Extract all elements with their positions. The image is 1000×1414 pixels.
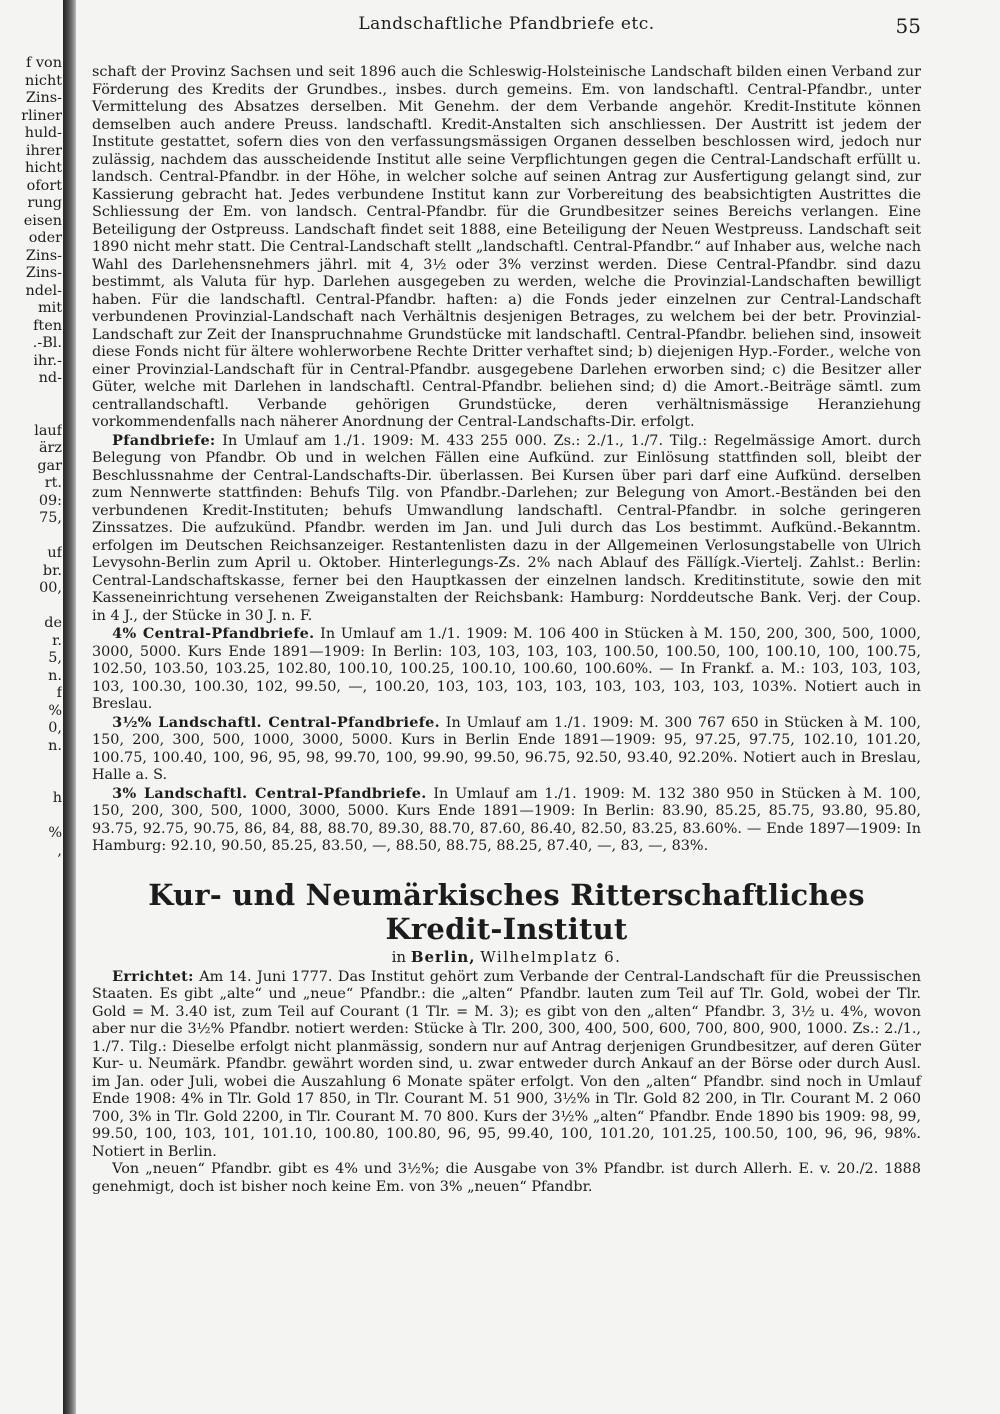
errichtet-paragraph [92, 968, 921, 1162]
section-location-prefix: in [391, 947, 407, 966]
intro-paragraph: schaft der Provinz Sachsen und seit 1896 auch die Schleswig-Holsteinische Landschaft bilden einen Verband zur Förderung des Kredits der Grundbes., insbes. durch gemeins. Em. von landschaftl. Central-Pfandbr., unter Vermittelung des Absatzes derselben. Mit Genehm. der dem Verbande angehör. Kredit-Institute können demselben auch andere Preuss. landschaftl. Kredit-Anstalten sich anschliessen. Der Austritt ist jedem der Institute gestattet, sofern dies von den verfassungsmässigen Organen desselben beschlossen wird, jedoch nur zulässig, nachdem das ausscheidende Institut alle seine Verpflichtungen gegen die Central-Landschaft erfüllt u. landsch. Central-Pfandbr. in der Höhe, in welcher solche auf seinen Antrag zur Ausfertigung gelangt sind, zur Kassierung gebracht hat. Jedes verbundene Institut kann zur Vorbereitung des beabsichtigten Austrittes die Schliessung der Em. von landsch. Central-Pfandbr. für die Grundbesitzer seines Bereichs verlangen. Eine Beteiligung der Ostpreuss. Landschaft findet seit 1888, eine Beteiligung der Neuen Westpreuss. Landschaft seit 1890 nicht mehr statt. Die Central-Landschaft stellt „landschaftl. Central-Pfandbr.“ auf Inhaber aus, welche nach Wahl des Darlehensnehmers jährl. mit 4, 3½ oder 3% verzinst werden. Diese Central-Pfandbr. sind dazu bestimmt, als Valuta für hyp. Darlehen ausgegeben zu werden, welche die Provinzial-Landschaften bewilligt haben. Für die landschaftl. Central-Pfandbr. haften: a) die Fonds jeder einzelnen zur Central-Landschaft verbundenen Provinzial-Landschaft nach Verhältnis desjenigen Betrages, zu welchem bei der betr. Provinzial-Landschaft zur Zeit der Inanspruchnahme Grundstücke mit landschaftl. Central-Pfandbr. beliehen sind, insoweit diese Fonds nicht für ältere wohlerworbene Rechte Dritter verhaftet sind; b) diejenigen Hyp.-Forder., welche von einer Provinzial-Landschaft für in Central-Pfandbr. ausgegebene Darlehen erworben sind; c) die Besitzer aller Güter, welche mit Darlehen in landschaftl. Central-Pfandbr. beliehen sind; d) die Amort.-Beiträge sämtl. zum centrallandschaftl. Verbande gehörigen Grundstücke, deren verhältnismässige Heranziehung vorkommendenfalls nach näherer Anordnung der Central-Landschafts-Dir. erfolgt. [92, 64, 921, 430]
running-header [92, 14, 921, 44]
neue-pfandbriefe-paragraph: Von „neuen“ Pfandbr. gibt es 4% und 3½%; die Ausgabe von 3% Pfandbr. ist durch Allerh. E. v. 20./2. 1888 genehmigt, doch ist bisher noch keine Em. von 3% „neuen“ Pfandbr. [92, 1161, 921, 1195]
central-4-text: In Umlauf am 1./1. 1909: M. 106 400 in Stücken à M. 150, 200, 300, 500, 1000, 3000, 5000. Kurs Ende 1891—1909: In Berlin: 103, 103, 103, 103, 100.50, 100.50, 100, 100.10, 100, 100.75, 102.50, 103.50, 103.25, 102.80, 100.10, 100.25, 100.10, 100.60, 100.60%. — In Frankf. a. M.: 103, 103, 103, 103, 100.30, 100.30, 102, 99.50, —, 100.20, 103, 103, 103, 103, 103, 103, 103, 103, 103%. Notiert auch in Breslau. [92, 626, 921, 712]
errichtet-text: Am 14. Juni 1777. Das Institut gehört zum Verbande der Central-Landschaft für die Preussischen Staaten. Es gibt „alte“ und „neue“ Pfandbr.: die „alten“ Pfandbr. lauten zum Teil auf Tlr. Gold, wobei der Tlr. Gold = M. 3.40 ist, zum Teil auf Courant (1 Tlr. = M. 3); es gibt von den „alten“ Pfandbr. 3, 3½ u. 4%, wovon aber nur die 3½% Pfandbr. notiert werden: Stücke à Tlr. 200, 300, 400, 500, 600, 700, 800, 900, 1000. Zs.: 2./1., 1./7. Tilg.: Dieselbe erfolgt nicht planmässig, sondern nur auf Antrag derjenigen Grundbesitzer, auf deren Güter Kur- u. Neumärk. Pfandbr. gewährt worden sind, u. zwar entweder durch Ankauf an der Börse oder durch Ausl. im Jan. oder Juli, wobei die Auszahlung 6 Monate später erfolgt. Von den „alten“ Pfandbr. sind noch in Umlauf Ende 1908: 4% in Tlr. Gold 17 850, in Tlr. Courant M. 51 900, 3½% in Tlr. Gold 82 200, in Tlr. Courant M. 2 060 700, 3% in Tlr. Gold 2200, in Tlr. Courant M. 70 800. Kurs der 3½% „alten“ Pfandbr. Ende 1890 bis 1909: 98, 99, 99.50, 100, 103, 101, 101.10, 100.80, 100.80, 96, 95, 99.40, 100, 101.20, 101.25, 100.50, 100, 96, 96, 98%. Notiert in Berlin. [92, 968, 922, 1160]
page-number: 55 [895, 14, 921, 38]
left-margin-fragments: f von nicht Zins- rliner huld- ihrer hicht ofort rung eisen oder Zins- Zins- ndel- mit ften .-Bl. ihr.- nd- lauf ärz gar rt. 09: 75, uf br. 00, de r. 5, n. f % 0, n. h % , [21, 55, 62, 859]
landsch-3-5-label: 3½% Landschaftl. Central-Pfandbriefe. [112, 713, 440, 731]
central-4-paragraph [92, 625, 921, 714]
landsch-3-text: In Umlauf am 1./1. 1909: M. 132 380 950 in Stücken à M. 100, 150, 200, 300, 500, 1000, 3000, 5000. Kurs Ende 1891—1909: In Berlin: 83.90, 85.25, 85.75, 93.80, 95.80, 93.75, 92.75, 90.75, 86, 84, 88, 88.70, 89.30, 88.70, 87.60, 86.40, 82.50, 83.25, 83.60%. — Ende 1897—1909: In Hamburg: 92.10, 90.50, 85.25, 83.50, —, 88.50, 88.75, 88.25, 87.40, —, 83, —, 83%. [92, 785, 921, 854]
landsch-3-label: 3% Landschaftl. Central-Pfandbriefe. [112, 784, 427, 802]
section-city: Berlin, [410, 947, 476, 966]
landsch-3-5-text: In Umlauf am 1./1. 1909: M. 300 767 650 in Stücken à M. 100, 150, 200, 300, 500, 1000, 3000, 5000. Kurs in Berlin Ende 1891—1909: 95, 97.25, 97.75, 102.10, 101.20, 100.75, 100.40, 100, 96, 95, 98, 99.70, 100, 99.90, 99.50, 96.75, 92.50, 93.40, 92.20%. Notiert auch in Breslau, Halle a. S. [92, 714, 921, 783]
main-text-column [92, 64, 921, 1196]
pfandbriefe-paragraph [92, 432, 921, 626]
section-title: Kur- und Neumärkisches Ritterschaftliches Kredit-Institut [148, 877, 865, 946]
section-location [92, 948, 921, 966]
landsch-3-5-paragraph [92, 714, 921, 785]
page-gutter-shadow [63, 0, 76, 1414]
pfandbriefe-label: Pfandbriefe: [112, 431, 216, 449]
landsch-3-paragraph [92, 785, 921, 856]
errichtet-label: Errichtet: [112, 967, 194, 985]
section-address: Wilhelmplatz 6. [480, 947, 622, 966]
pfandbriefe-text: In Umlauf am 1./1. 1909: M. 433 255 000. Zs.: 2./1., 1./7. Tilg.: Regelmässige Amort. durch Belegung von Pfandbr. Ob und in welchen Fällen eine Aufkünd. zur Einlösung stattfinden soll, bleibt der Beschlussnahme der Central-Landschafts-Dir. überlassen. Bei Kursen über pari darf eine Aufkünd. derselben zum Nennwerte stattfinden: Behufs Tilg. von Pfandbr.-Darlehen; zur Belegung von Amort.-Beständen bei den verbundenen Kredit-Instituten; behufs Umwandlung landschaftl. Central-Pfandbr. in solche geringeren Zinssatzes. Die aufzukünd. Pfandbr. werden im Jan. und Juli durch das Los bestimmt. Aufkünd.-Bekanntm. erfolgen im Deutschen Reichsanzeiger. Restantenlisten dazu in der Allgemeinen Verlosungstabelle von Ulrich Levysohn-Berlin zum April u. Oktober. Hinterlegungs-Zs. 2% nach Ablauf des Fällígk.-Viertelj. Zahlst.: Berlin: Central-Landschaftskasse, ferner bei den Hauptkassen der einzelnen landsch. Kreditinstitute, sowie den mit Kasseneinrichtung versehenen Zweiganstalten der Reichsbank: Hamburg: Norddeutsche Bank. Verj. der Coup. in 4 J., der Stücke in 30 J. n. F. [92, 432, 922, 624]
running-title: Landschaftliche Pfandbriefe etc. [358, 14, 655, 34]
central-4-label: 4% Central-Pfandbriefe. [112, 625, 315, 642]
